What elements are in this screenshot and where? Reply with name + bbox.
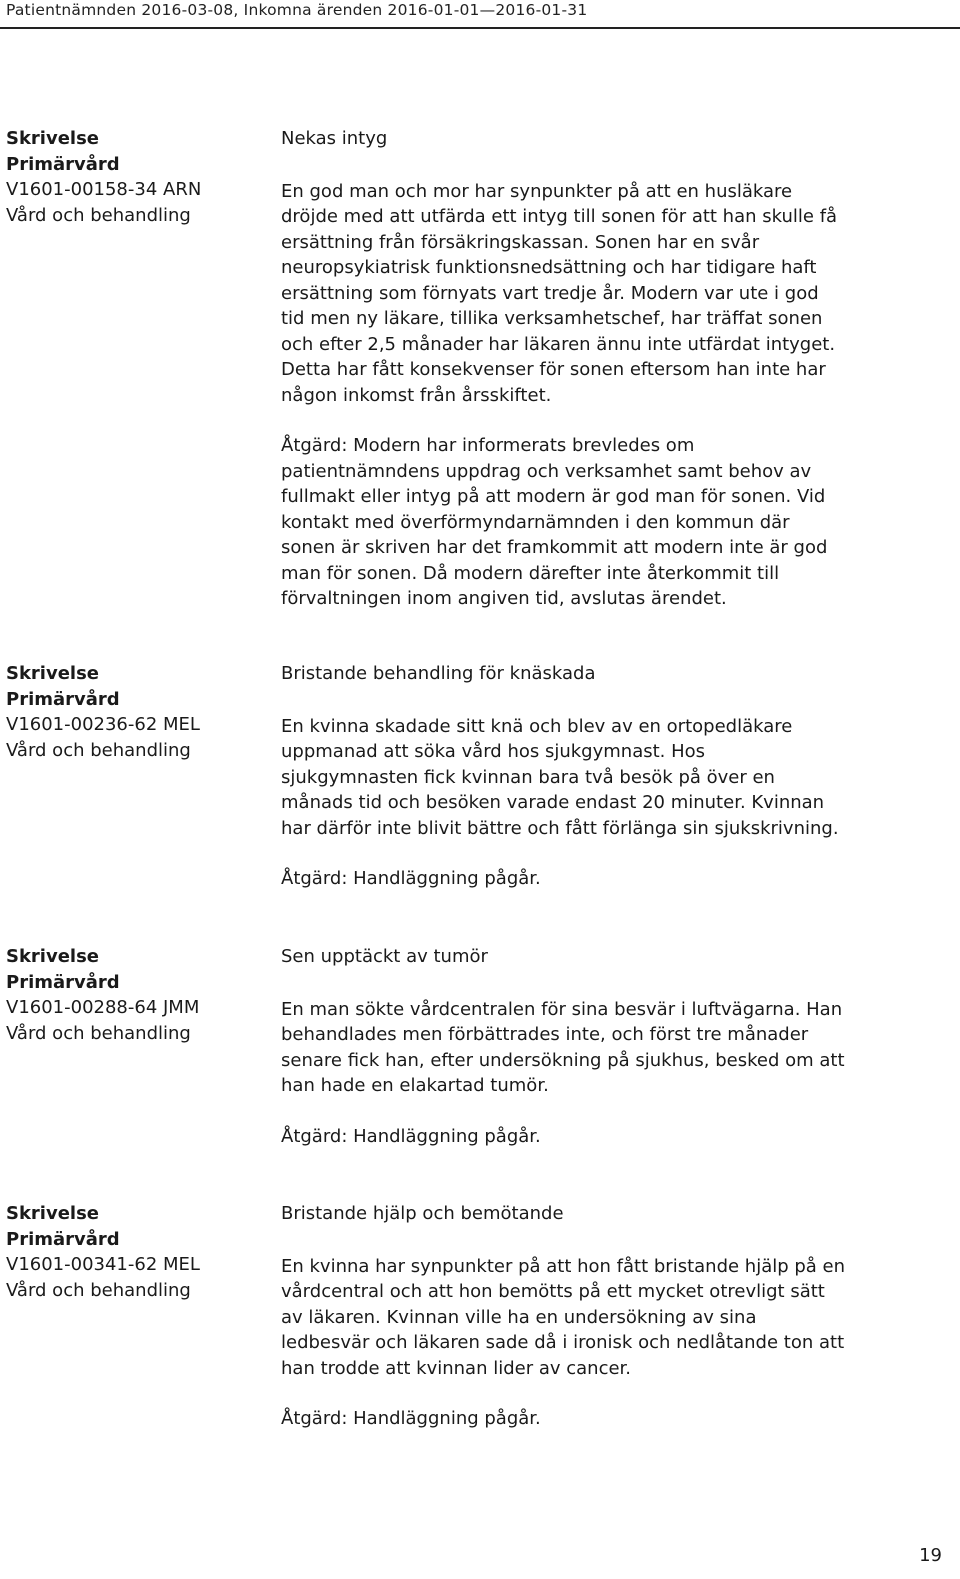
case-type: Skrivelse	[6, 128, 100, 149]
case-action: Åtgärd: Handläggning pågår.	[281, 1408, 541, 1429]
case-type: Skrivelse	[6, 1203, 100, 1224]
case-action: Åtgärd: Modern har informerats brevledes om patientnämndens uppdrag och verksamhet samt behov av fullmakt eller intyg på att modern är god man för sonen. Vid kontakt med överförmyndarnämnden i den kommun där sonen är skriven har det framkommit att modern inte är god man för sonen. Då modern därefter inte återkommit till förvaltningen inom angiven tid, avslutas ärendet.	[281, 435, 828, 609]
page-header	[0, 0, 960, 29]
case-category: Vård och behandling	[6, 739, 191, 761]
case-area: Primärvård	[6, 153, 120, 175]
case-category: Vård och behandling	[6, 1279, 191, 1301]
case-content	[281, 126, 953, 612]
case-content	[281, 944, 953, 1149]
case-area: Primärvård	[6, 971, 120, 993]
case-title: Bristande behandling för knäskada	[281, 663, 596, 684]
case-action: Åtgärd: Handläggning pågår.	[281, 1125, 541, 1147]
case-description: En kvinna har synpunkter på att hon fått bristande hjälp på en vårdcentral och att hon bemötts på ett mycket otrevligt sätt av läkaren. Kvinnan ville ha en undersökning av sina ledbesvär och läkaren sade då i ironisk och nedlåtande ton att han trodde att kvinnan lider av cancer.	[281, 1255, 846, 1379]
case-title: Bristande hjälp och bemötande	[281, 1203, 564, 1224]
case-type: Skrivelse	[6, 946, 100, 967]
case-meta	[6, 944, 266, 1046]
case-type: Skrivelse	[6, 663, 100, 684]
case-id: V1601-00236-62 MEL	[6, 714, 200, 735]
page-number: 19	[919, 1545, 942, 1566]
case-meta	[6, 1201, 266, 1303]
case-id: V1601-00288-64 JMM	[6, 997, 200, 1018]
case-description: En man sökte vårdcentralen för sina besvär i luftvägarna. Han behandlades men förbättrades inte, och först tre månader senare fick han, efter undersökning på sjukhus, besked om att han hade en elakartad tumör.	[281, 998, 845, 1096]
case-id: V1601-00341-62 MEL	[6, 1254, 200, 1275]
case-meta	[6, 126, 266, 228]
case-id: V1601-00158-34 ARN	[6, 179, 202, 200]
case-category: Vård och behandling	[6, 204, 191, 226]
case-content	[281, 661, 953, 892]
case-meta	[6, 661, 266, 763]
case-category: Vård och behandling	[6, 1022, 191, 1044]
case-content	[281, 1201, 953, 1432]
case-area: Primärvård	[6, 1228, 120, 1250]
header-title: Patientnämnden 2016-03-08, Inkomna ärenden 2016-01-01—2016-01-31	[6, 1, 588, 19]
case-description: En kvinna skadade sitt knä och blev av en ortopedläkare uppmanad att söka vård hos sjukgymnast. Hos sjukgymnasten fick kvinnan bara två besök på över en månads tid och besöken varade endast 20 minuter. Kvinnan har därför inte blivit bättre och fått förlänga sin sjukskrivning.	[281, 715, 839, 839]
case-action: Åtgärd: Handläggning pågår.	[281, 868, 541, 889]
case-area: Primärvård	[6, 688, 120, 710]
case-title: Nekas intyg	[281, 128, 388, 149]
case-title: Sen upptäckt av tumör	[281, 946, 488, 967]
case-description: En god man och mor har synpunkter på att en husläkare dröjde med att utfärda ett intyg till sonen för att han skulle få ersättning från försäkringskassan. Sonen har en svår neuropsykiatrisk funktionsnedsättning och har tidigare haft ersättning som förnyats vart tredje år. Modern var ute i god tid men ny läkare, tillika verksamhetschef, har träffat sonen och efter 2,5 månader har läkaren ännu inte utfärdat intyget. Detta har fått konsekvenser för sonen eftersom han inte har någon inkomst från årsskiftet.	[281, 180, 838, 406]
